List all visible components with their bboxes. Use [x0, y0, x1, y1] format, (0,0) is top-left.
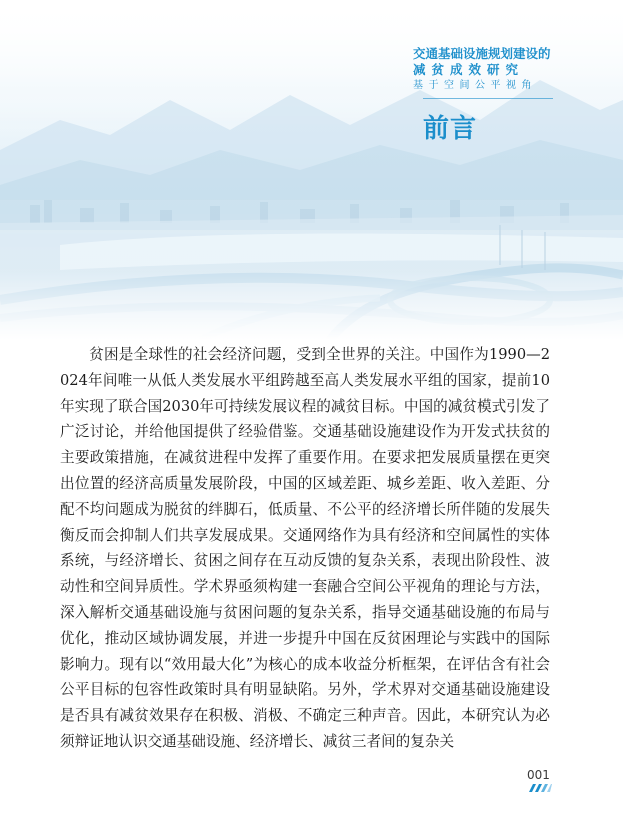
chapter-title: 前言	[423, 114, 478, 144]
page-number-stripes-icon	[526, 784, 552, 792]
series-subtitle: 基于空间公平视角	[413, 80, 537, 91]
series-header	[413, 46, 563, 93]
body-paragraph: 贫困是全球性的社会经济问题，受到全世界的关注。中国作为1990—2024年间唯一从低人类发展水平组跨越至高人类发展水平组的国家，提前10年实现了联合国2030年可持续发展议程的减贫目标。中国的减贫模式引发了广泛讨论，并给他国提供了经验借鉴。交通基础设施建设作为开发式扶贫的主要政策措施，在减贫进程中发挥了重要作用。在要求把发展质量摆在更突出位置的经济高质量发展阶段，中国的区域差距、城乡差距、收入差距、分配不均问题成为脱贫的绊脚石，低质量、不公平的经济增长所伴随的发展失衡反而会抑制人们共享发展成果。交通网络作为具有经济和空间属性的实体系统，与经济增长、贫困之间存在互动反馈的复杂关系，表现出阶段性、波动性和空间异质性。学术界亟须构建一套融合空间公平视角的理论与方法，深入解析交通基础设施与贫困问题的复杂关系，指导交通基础设施的布局与优化，推动区域协调发展，并进一步提升中国在反贫困理论与实践中的国际影响力。现有以“效用最大化”为核心的成本收益分析框架，在评估含有社会公平目标的包容性政策时具有明显缺陷。另外，学术界对交通基础设施建设是否具有减贫效果存在积极、消极、不确定三种声音。因此，本研究认为必须辩证地认识交通基础设施、经济增长、减贫三者间的复杂关	[60, 346, 550, 750]
series-title-line2: 减贫成效研究	[413, 62, 525, 77]
page-number: 001	[527, 768, 550, 782]
header-divider	[423, 98, 553, 99]
series-title-line1: 交通基础设施规划建设的	[413, 46, 551, 61]
